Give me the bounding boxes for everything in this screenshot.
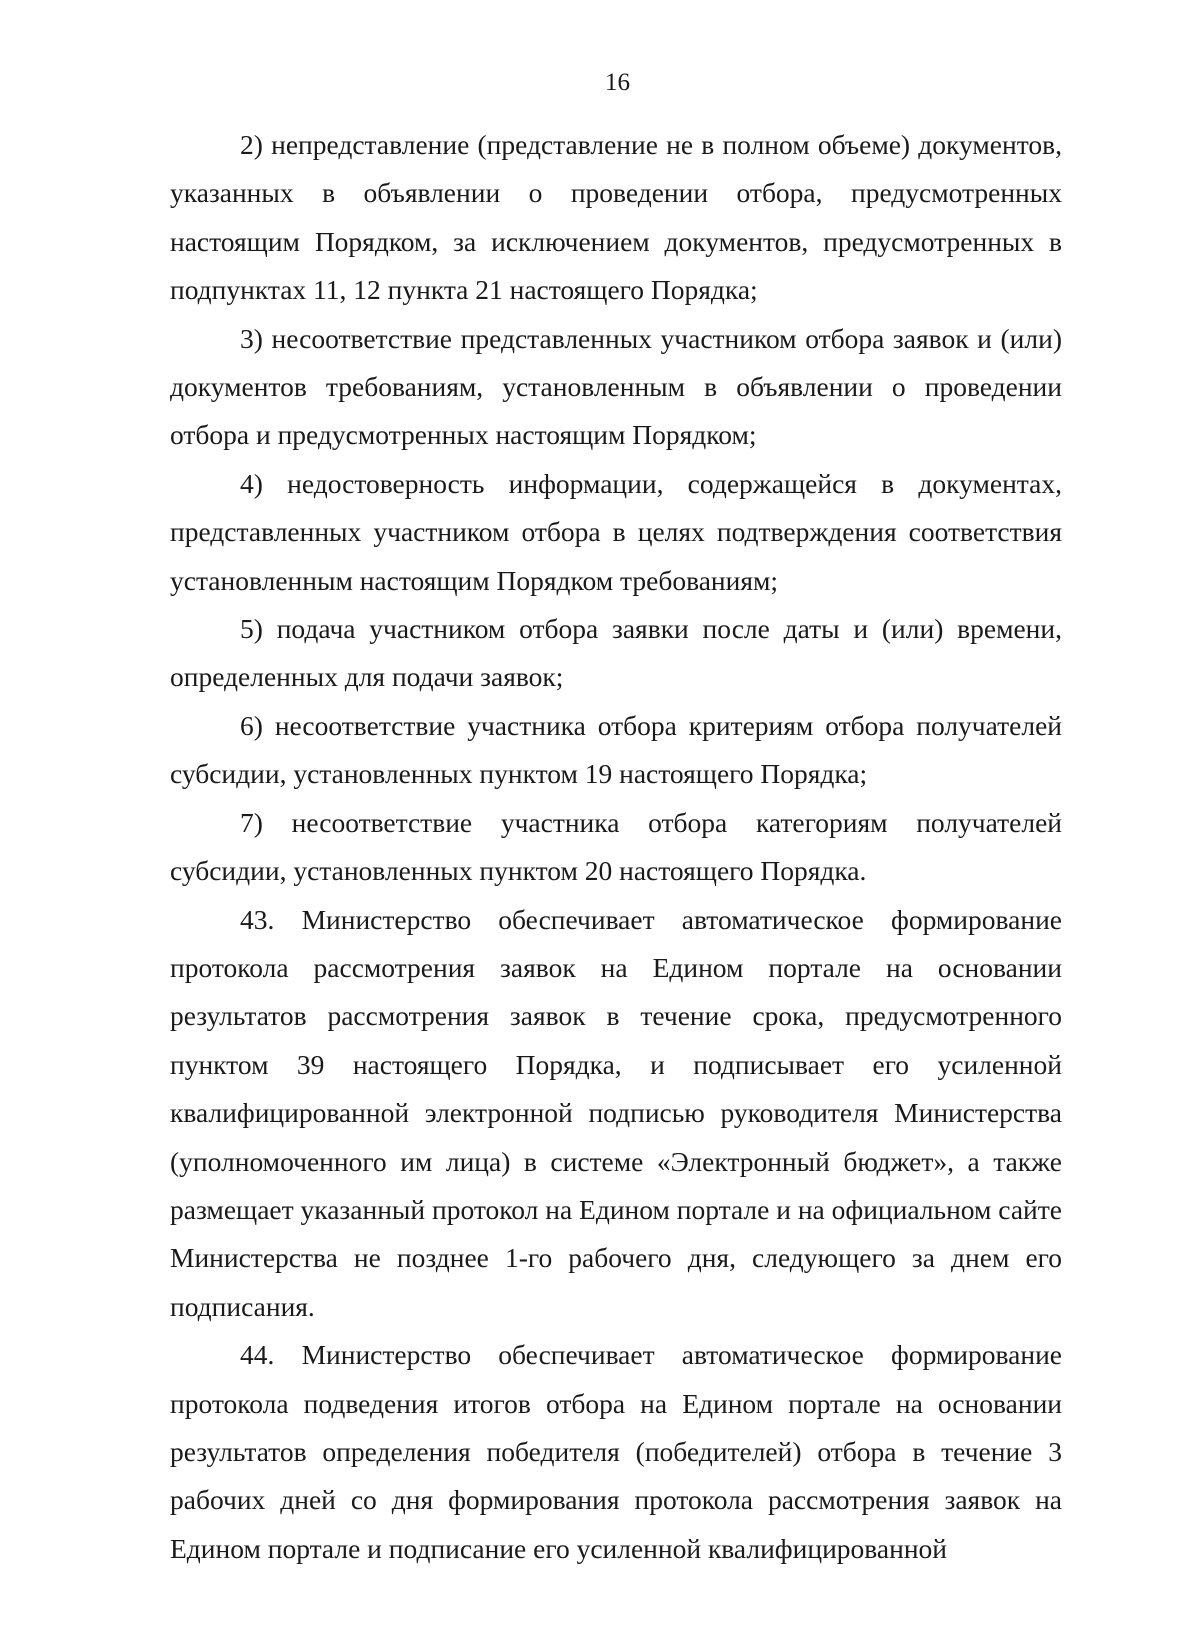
paragraph-clause-43: 43. Министерство обеспечивает автоматическое формирование протокола рассмотрения заявок на Едином портале на основании результатов рассмотрения заявок в течение срока, предусмотренного пунктом 39 настоящего Порядка, и подписывает его усиленной квалифицированной электронной подписью руководителя Министерства (уполномоченного им лица) в системе «Электронный бюджет», а также размещает указанный протокол на Едином портале и на официальном сайте Министерства не позднее 1-го рабочего дня, следующего за днем его подписания.: [170, 903, 1062, 1322]
document-body: [170, 121, 1062, 1573]
paragraph-item-5: 5) подача участником отбора заявки после даты и (или) времени, определенных для подачи заявок;: [170, 613, 1062, 693]
paragraph-item-2: 2) непредставление (представление не в полном объеме) документов, указанных в объявлении о проведении отбора, предусмотренных настоящим Порядком, за исключением документов, предусмотренных в подпунктах 11, 12 пункта 21 настоящего Порядка;: [170, 129, 1062, 306]
paragraph-item-4: 4) недостоверность информации, содержащейся в документах, представленных участником отбора в целях подтверждения соответствия установленным настоящим Порядком требованиям;: [170, 467, 1062, 596]
paragraph-item-6: 6) несоответствие участника отбора критериям отбора получателей субсидии, установленных пунктом 19 настоящего Порядка;: [170, 709, 1062, 790]
page-number: 16: [605, 69, 630, 96]
paragraph-clause-44: 44. Министерство обеспечивает автоматическое формирование протокола подведения итогов отбора на Едином портале на основании результатов определения победителя (победителей) отбора в течение 3 рабочих дней со дня формирования протокола рассмотрения заявок на Едином портале и подписание его усиленной квалифицированной: [170, 1339, 1062, 1564]
paragraph-item-3: 3) несоответствие представленных участником отбора заявок и (или) документов требованиям, установленным в объявлении о проведении отбора и предусмотренных настоящим Порядком;: [170, 322, 1062, 451]
paragraph-item-7: 7) несоответствие участника отбора категориям получателей субсидии, установленных пунктом 20 настоящего Порядка.: [170, 806, 1062, 887]
